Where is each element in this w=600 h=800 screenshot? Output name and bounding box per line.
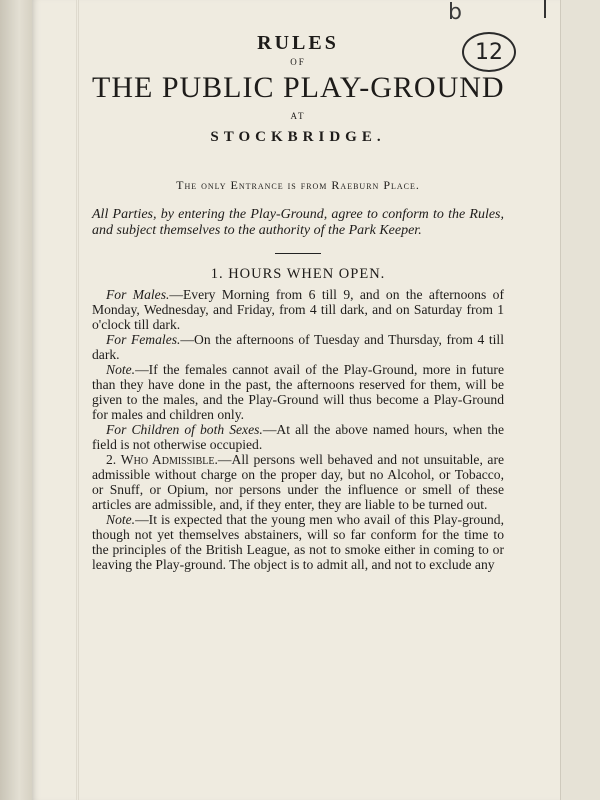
entrance-notice: The only Entrance is from Raeburn Place. [176, 178, 420, 192]
text-females: —On the afternoons of Tuesday and Thursday, from 4 till dark. [92, 332, 504, 362]
label-females: For Females. [106, 332, 181, 347]
conform-notice: All Parties, by entering the Play-Ground, agree to conform to the Rules, and subject themselves to the authority of the Park Keeper. [92, 207, 504, 238]
divider-rule [275, 253, 321, 254]
text-note-2: —It is expected that the young men who avail of this Play-ground, though not yet themselves abstainers, will so far conform for the time to the principles of the British League, as not to smoke either in coming to or leaving the Play-ground. The object is to admit all, and not to exclude any [92, 512, 504, 572]
circled-page-number: 12 [462, 32, 516, 72]
adjacent-page-edge [560, 0, 600, 800]
document-content [92, 32, 504, 572]
heading-place: STOCKBRIDGE. [210, 129, 386, 145]
binding-strip [0, 0, 32, 800]
text-children: —At all the above named hours, when the field is not otherwise occupied. [92, 422, 504, 452]
page-fold [76, 0, 79, 800]
text-note-1: —If the females cannot avail of the Play-Ground, more in future than they have done in the past, the afternoons reserved for them, will be given to the males, and the Play-Ground will thus become a Play-Ground for males and children only. [92, 362, 504, 422]
label-children: For Children of both Sexes. [106, 422, 263, 437]
heading-rules: RULES [257, 32, 339, 54]
text-males: —Every Morning from 6 till 9, and on the afternoons of Monday, Wednesday, and Friday, from 4 till dark, and on Saturday from 1 o'clock till dark. [92, 287, 504, 332]
heading-of: OF [290, 57, 306, 67]
paragraph-females [92, 332, 504, 362]
paragraph-males [92, 287, 504, 332]
heading-at: AT [290, 111, 306, 121]
label-note-2: Note. [106, 512, 136, 527]
paragraph-admissible [92, 452, 504, 512]
ink-tick-mark [544, 0, 546, 18]
paragraph-children [92, 422, 504, 452]
text-admissible: —All persons well behaved and not unsuitable, are admissible without charge on the proper day, but no Alcohol, or Tobacco, or Snuff, or Opium, nor persons under the influence or smell of these articles are admissible, and, if they enter, they are liable to be turned out. [92, 452, 505, 512]
label-note-1: Note. [106, 362, 136, 377]
section-2-number: 2. [106, 452, 117, 467]
label-admissible: Who Admissible. [120, 452, 218, 467]
section-1-heading: 1. HOURS WHEN OPEN. [210, 266, 386, 282]
paragraph-note-2 [92, 512, 504, 572]
paragraph-note-1 [92, 362, 504, 422]
label-males: For Males. [106, 287, 170, 302]
pencil-annotation: b [448, 0, 462, 25]
page-title: THE PUBLIC PLAY-GROUND [92, 71, 505, 104]
